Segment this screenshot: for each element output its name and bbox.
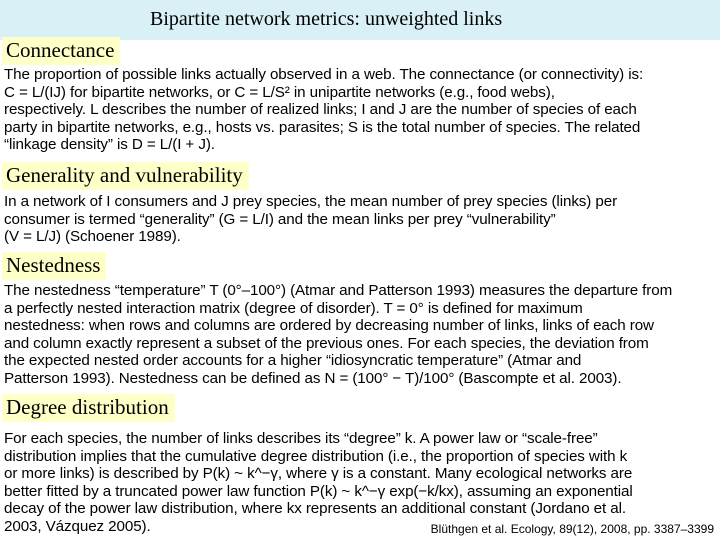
citation: Blüthgen et al. Ecology, 89(12), 2008, pp. 3387–3399 — [430, 522, 714, 536]
text-line: Patterson 1993). Nestedness can be defined as N = (100° − T)/100° (Bascompte et al. 2003). — [4, 369, 622, 387]
text-line: “linkage density” is D = L/(I + J). — [4, 136, 215, 154]
text-line: The proportion of possible links actually observed in a web. The connectance (or connectivity) is: — [4, 66, 644, 83]
page-title: Bipartite network metrics: unweighted links — [150, 8, 503, 30]
text-line: The nestedness “temperature” T (0°–100°) (Atmar and Patterson 1993) measures the departure from — [4, 282, 673, 299]
text-line: For each species, the number of links describes its “degree” k. A power law or “scale-free” — [4, 430, 598, 447]
section-heading-nestedness: Nestedness — [2, 252, 106, 280]
text-line: distribution implies that the cumulative degree distribution (i.e., the proportion of species with k — [4, 447, 628, 465]
text-line: the expected nested order accounts for a higher “idiosyncratic temperature” (Atmar and — [4, 352, 582, 370]
text-line: 2003, Vázquez 2005). — [4, 517, 151, 535]
section-body-connectance — [4, 66, 720, 154]
text-line: party in bipartite networks, e.g., hosts vs. parasites; S is the total number of species. The related — [4, 118, 641, 136]
text-line: nestedness: when rows and columns are ordered by decreasing number of links, links of each row — [4, 317, 654, 335]
section-heading-connectance: Connectance — [2, 37, 120, 65]
text-line: consumer is termed “generality” (G = L/I) and the mean links per prey “vulnerability” — [4, 210, 556, 228]
text-line: C = L/(IJ) for bipartite networks, or C = L/S² in unipartite networks (e.g., food webs), — [4, 83, 555, 101]
text-line: a perfectly nested interaction matrix (degree of disorder). T = 0° is defined for maximum — [4, 299, 583, 317]
section-heading-degree-distribution: Degree distribution — [2, 394, 175, 422]
text-line: (V = L/J) (Schoener 1989). — [4, 228, 181, 246]
section-heading-generality-vulnerability: Generality and vulnerability — [2, 162, 249, 190]
text-line: or more links) is described by P(k) ~ k^−γ, where γ is a constant. Many ecological networks are — [4, 465, 633, 483]
section-body-generality-vulnerability — [4, 193, 720, 246]
text-line: In a network of I consumers and J prey species, the mean number of prey species (links) per — [4, 193, 618, 210]
section-body-nestedness — [4, 282, 720, 388]
text-line: decay of the power law distribution, where kx represents an additional constant (Jordano et al. — [4, 500, 626, 518]
text-line: better fitted by a truncated power law function P(k) ~ k^−γ exp(−k/kx), assuming an exponential — [4, 482, 633, 500]
text-line: and column exactly represent a subset of the previous ones. For each species, the deviation from — [4, 334, 649, 352]
section-body-degree-distribution — [4, 430, 720, 536]
text-line: respectively. L describes the number of realized links; I and J are the number of species of each — [4, 101, 637, 119]
